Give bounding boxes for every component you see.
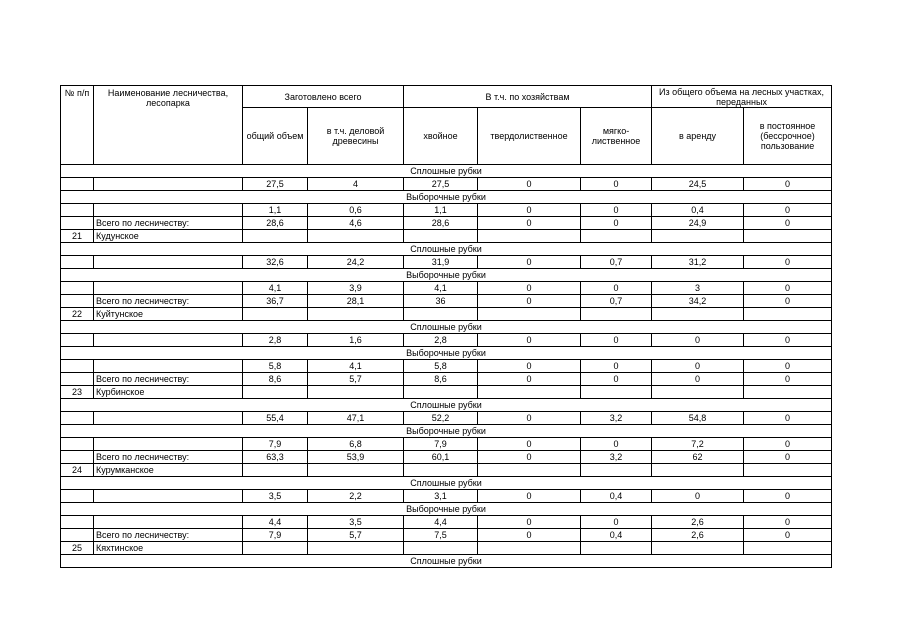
- empty-cell: [581, 542, 652, 555]
- forestry-row: [61, 542, 832, 555]
- empty-cell: [243, 542, 308, 555]
- value-cell: 0: [478, 217, 581, 230]
- value-cell: 7,2: [652, 438, 744, 451]
- empty-cell: [243, 386, 308, 399]
- row-num: [61, 360, 94, 373]
- value-cell: 7,9: [404, 438, 478, 451]
- table-row: [61, 516, 832, 529]
- value-cell: 2,6: [652, 529, 744, 542]
- table-row: [61, 204, 832, 217]
- value-cell: 52,2: [404, 412, 478, 425]
- section-row: [61, 165, 832, 178]
- value-cell: 0: [652, 373, 744, 386]
- harvest-table: [60, 85, 832, 568]
- value-cell: 0: [581, 204, 652, 217]
- value-cell: 0: [581, 217, 652, 230]
- empty-cell: [308, 464, 404, 477]
- value-cell: 0: [744, 295, 832, 308]
- empty-cell: [478, 230, 581, 243]
- forestry-num: 23: [61, 386, 94, 399]
- value-cell: 0: [744, 529, 832, 542]
- forestry-row: [61, 308, 832, 321]
- empty-cell: [744, 542, 832, 555]
- value-cell: 1,1: [404, 204, 478, 217]
- section-row: [61, 347, 832, 360]
- value-cell: 0: [581, 282, 652, 295]
- value-cell: 31,9: [404, 256, 478, 269]
- value-cell: 24,2: [308, 256, 404, 269]
- value-cell: 7,9: [243, 438, 308, 451]
- forestry-name: Кудунское: [94, 230, 243, 243]
- empty-cell: [404, 542, 478, 555]
- row-name: Всего по лесничеству:: [94, 373, 243, 386]
- value-cell: 0: [744, 256, 832, 269]
- empty-cell: [404, 308, 478, 321]
- empty-cell: [243, 464, 308, 477]
- value-cell: 36,7: [243, 295, 308, 308]
- empty-cell: [404, 386, 478, 399]
- forestry-row: [61, 386, 832, 399]
- value-cell: 0: [478, 529, 581, 542]
- value-cell: 0: [652, 490, 744, 503]
- header-harvested-total: Заготовлено всего: [243, 86, 404, 108]
- value-cell: 0: [478, 490, 581, 503]
- value-cell: 5,7: [308, 373, 404, 386]
- value-cell: 28,6: [404, 217, 478, 230]
- forestry-name: Куйтунское: [94, 308, 243, 321]
- empty-cell: [652, 464, 744, 477]
- value-cell: 0: [478, 360, 581, 373]
- table-row: [61, 412, 832, 425]
- empty-cell: [581, 386, 652, 399]
- value-cell: 5,8: [243, 360, 308, 373]
- value-cell: 32,6: [243, 256, 308, 269]
- header-leased: Из общего объема на лесных участках, переданных: [652, 86, 832, 108]
- table-body: [61, 165, 832, 568]
- table-row: [61, 295, 832, 308]
- row-num: [61, 178, 94, 191]
- value-cell: 3: [652, 282, 744, 295]
- value-cell: 4,1: [308, 360, 404, 373]
- forestry-row: [61, 230, 832, 243]
- value-cell: 27,5: [243, 178, 308, 191]
- value-cell: 0: [744, 178, 832, 191]
- row-num: [61, 373, 94, 386]
- value-cell: 34,2: [652, 295, 744, 308]
- row-name: [94, 516, 243, 529]
- value-cell: 31,2: [652, 256, 744, 269]
- value-cell: 24,5: [652, 178, 744, 191]
- value-cell: 0: [478, 204, 581, 217]
- empty-cell: [243, 308, 308, 321]
- section-label: Выборочные рубки: [61, 347, 832, 360]
- empty-cell: [744, 464, 832, 477]
- section-row: [61, 425, 832, 438]
- value-cell: 0: [478, 412, 581, 425]
- empty-cell: [652, 386, 744, 399]
- empty-cell: [652, 230, 744, 243]
- empty-cell: [652, 308, 744, 321]
- section-row: [61, 269, 832, 282]
- row-name: [94, 256, 243, 269]
- empty-cell: [581, 308, 652, 321]
- value-cell: 0: [744, 490, 832, 503]
- row-num: [61, 334, 94, 347]
- header-hardwood: твердолиственное: [478, 108, 581, 165]
- empty-cell: [308, 230, 404, 243]
- value-cell: 0: [581, 178, 652, 191]
- header-total-volume: общий объем: [243, 108, 308, 165]
- empty-cell: [478, 308, 581, 321]
- value-cell: 47,1: [308, 412, 404, 425]
- row-name: [94, 178, 243, 191]
- section-label: Сплошные рубки: [61, 243, 832, 256]
- empty-cell: [652, 542, 744, 555]
- forestry-row: [61, 464, 832, 477]
- section-label: Выборочные рубки: [61, 425, 832, 438]
- value-cell: 0: [478, 178, 581, 191]
- table-row: [61, 282, 832, 295]
- value-cell: 3,2: [581, 412, 652, 425]
- value-cell: 0: [478, 334, 581, 347]
- table-row: [61, 529, 832, 542]
- row-num: [61, 217, 94, 230]
- value-cell: 0: [744, 360, 832, 373]
- empty-cell: [478, 386, 581, 399]
- value-cell: 4: [308, 178, 404, 191]
- row-name: Всего по лесничеству:: [94, 451, 243, 464]
- value-cell: 1,6: [308, 334, 404, 347]
- value-cell: 60,1: [404, 451, 478, 464]
- value-cell: 54,8: [652, 412, 744, 425]
- value-cell: 5,8: [404, 360, 478, 373]
- header-softwood: мягко-лиственное: [581, 108, 652, 165]
- value-cell: 28,1: [308, 295, 404, 308]
- empty-cell: [308, 308, 404, 321]
- row-num: [61, 295, 94, 308]
- value-cell: 6,8: [308, 438, 404, 451]
- value-cell: 3,5: [243, 490, 308, 503]
- row-num: [61, 256, 94, 269]
- value-cell: 0: [744, 412, 832, 425]
- value-cell: 0: [478, 282, 581, 295]
- empty-cell: [243, 230, 308, 243]
- table-header: [61, 86, 832, 165]
- table-row: [61, 178, 832, 191]
- row-name: [94, 438, 243, 451]
- row-num: [61, 516, 94, 529]
- table-row: [61, 490, 832, 503]
- table-row: [61, 217, 832, 230]
- value-cell: 3,9: [308, 282, 404, 295]
- empty-cell: [308, 386, 404, 399]
- section-row: [61, 191, 832, 204]
- value-cell: 36: [404, 295, 478, 308]
- value-cell: 3,2: [581, 451, 652, 464]
- row-num: [61, 204, 94, 217]
- section-label: Выборочные рубки: [61, 503, 832, 516]
- value-cell: 0: [744, 282, 832, 295]
- empty-cell: [744, 230, 832, 243]
- row-name: Всего по лесничеству:: [94, 217, 243, 230]
- value-cell: 63,3: [243, 451, 308, 464]
- empty-cell: [478, 542, 581, 555]
- row-num: [61, 529, 94, 542]
- header-coniferous: хвойное: [404, 108, 478, 165]
- empty-cell: [478, 464, 581, 477]
- value-cell: 0: [478, 451, 581, 464]
- value-cell: 4,4: [404, 516, 478, 529]
- value-cell: 0: [581, 373, 652, 386]
- table-row: [61, 451, 832, 464]
- value-cell: 0: [581, 334, 652, 347]
- row-name: Всего по лесничеству:: [94, 295, 243, 308]
- section-label: Сплошные рубки: [61, 477, 832, 490]
- section-label: Выборочные рубки: [61, 269, 832, 282]
- value-cell: 0: [744, 373, 832, 386]
- empty-cell: [404, 464, 478, 477]
- value-cell: 28,6: [243, 217, 308, 230]
- value-cell: 0: [478, 438, 581, 451]
- value-cell: 0,7: [581, 295, 652, 308]
- value-cell: 4,1: [404, 282, 478, 295]
- value-cell: 4,1: [243, 282, 308, 295]
- section-label: Сплошные рубки: [61, 165, 832, 178]
- section-row: [61, 477, 832, 490]
- value-cell: 5,7: [308, 529, 404, 542]
- row-num: [61, 282, 94, 295]
- value-cell: 53,9: [308, 451, 404, 464]
- forestry-num: 22: [61, 308, 94, 321]
- row-num: [61, 438, 94, 451]
- value-cell: 0: [652, 334, 744, 347]
- value-cell: 2,8: [404, 334, 478, 347]
- value-cell: 0: [652, 360, 744, 373]
- row-num: [61, 412, 94, 425]
- value-cell: 0: [478, 295, 581, 308]
- value-cell: 7,9: [243, 529, 308, 542]
- value-cell: 8,6: [243, 373, 308, 386]
- forestry-name: Курумканское: [94, 464, 243, 477]
- forestry-name: Курбинское: [94, 386, 243, 399]
- value-cell: 62: [652, 451, 744, 464]
- value-cell: 0,4: [652, 204, 744, 217]
- value-cell: 55,4: [243, 412, 308, 425]
- row-num: [61, 451, 94, 464]
- section-row: [61, 321, 832, 334]
- section-label: Сплошные рубки: [61, 555, 832, 568]
- forestry-num: 24: [61, 464, 94, 477]
- value-cell: 3,5: [308, 516, 404, 529]
- value-cell: 7,5: [404, 529, 478, 542]
- value-cell: 2,2: [308, 490, 404, 503]
- empty-cell: [744, 308, 832, 321]
- section-label: Сплошные рубки: [61, 399, 832, 412]
- value-cell: 0: [744, 204, 832, 217]
- value-cell: 0,4: [581, 490, 652, 503]
- value-cell: 0: [478, 373, 581, 386]
- row-name: [94, 360, 243, 373]
- section-row: [61, 399, 832, 412]
- table-row: [61, 256, 832, 269]
- section-row: [61, 243, 832, 256]
- empty-cell: [404, 230, 478, 243]
- header-permanent: в постоянное (бессрочное) пользование: [744, 108, 832, 165]
- value-cell: 0: [478, 256, 581, 269]
- empty-cell: [308, 542, 404, 555]
- value-cell: 27,5: [404, 178, 478, 191]
- value-cell: 2,6: [652, 516, 744, 529]
- header-name: Наименование лесничества, лесопарка: [94, 86, 243, 165]
- value-cell: 0: [581, 516, 652, 529]
- row-name: [94, 282, 243, 295]
- value-cell: 0: [744, 516, 832, 529]
- value-cell: 8,6: [404, 373, 478, 386]
- table-row: [61, 438, 832, 451]
- header-rent: в аренду: [652, 108, 744, 165]
- forestry-num: 25: [61, 542, 94, 555]
- section-row: [61, 503, 832, 516]
- empty-cell: [581, 230, 652, 243]
- header-num: № п/п: [61, 86, 94, 165]
- value-cell: 0,6: [308, 204, 404, 217]
- value-cell: 2,8: [243, 334, 308, 347]
- value-cell: 0,4: [581, 529, 652, 542]
- row-name: [94, 204, 243, 217]
- forestry-name: Кяхтинское: [94, 542, 243, 555]
- value-cell: 0,7: [581, 256, 652, 269]
- value-cell: 0: [581, 438, 652, 451]
- row-name: [94, 412, 243, 425]
- table-row: [61, 334, 832, 347]
- value-cell: 0: [478, 516, 581, 529]
- row-name: Всего по лесничеству:: [94, 529, 243, 542]
- row-num: [61, 490, 94, 503]
- value-cell: 0: [744, 451, 832, 464]
- header-business-wood: в т.ч. деловой древесины: [308, 108, 404, 165]
- section-row: [61, 555, 832, 568]
- value-cell: 0: [744, 217, 832, 230]
- value-cell: 1,1: [243, 204, 308, 217]
- section-label: Выборочные рубки: [61, 191, 832, 204]
- row-name: [94, 490, 243, 503]
- header-by-farms: В т.ч. по хозяйствам: [404, 86, 652, 108]
- value-cell: 4,6: [308, 217, 404, 230]
- value-cell: 0: [581, 360, 652, 373]
- forestry-num: 21: [61, 230, 94, 243]
- value-cell: 4,4: [243, 516, 308, 529]
- empty-cell: [744, 386, 832, 399]
- value-cell: 3,1: [404, 490, 478, 503]
- empty-cell: [581, 464, 652, 477]
- value-cell: 24,9: [652, 217, 744, 230]
- table-row: [61, 373, 832, 386]
- section-label: Сплошные рубки: [61, 321, 832, 334]
- value-cell: 0: [744, 438, 832, 451]
- value-cell: 0: [744, 334, 832, 347]
- row-name: [94, 334, 243, 347]
- table-row: [61, 360, 832, 373]
